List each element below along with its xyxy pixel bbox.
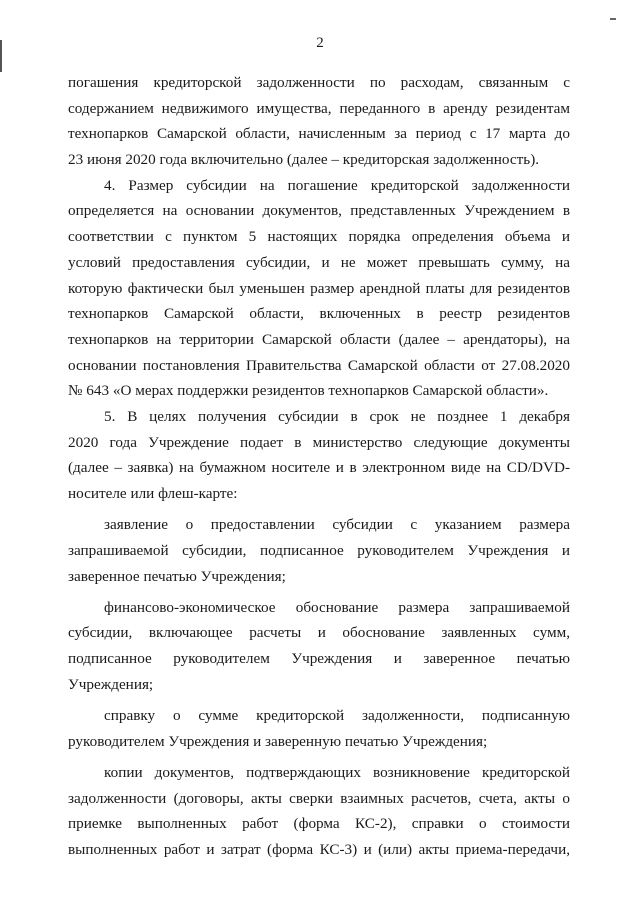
text-line: заверенное печатью Учреждения; (68, 567, 286, 585)
text-line: 2020 года Учреждение подает в министерство следующие документы (68, 433, 570, 451)
text-line: запрашиваемой субсидии, подписанное руководителем Учреждения и (68, 541, 570, 559)
paragraph-first-line: финансово-экономическое обоснование размера запрашиваемой (104, 598, 570, 616)
text-line: приемке выполненных работ (форма КС-2), справки о стоимости (68, 815, 570, 833)
text-line: руководителем Учреждения и заверенную печатью Учреждения; (68, 732, 488, 750)
paragraph-first-line: справку о сумме кредиторской задолженности, подписанную (104, 707, 570, 724)
text-line: задолженности (договоры, акты сверки взаимных расчетов, счета, акты о (68, 789, 570, 807)
text-line: которую фактически был уменьшен размер арендной платы для резидентов (68, 279, 570, 297)
text-line: (далее – заявка) на бумажном носителе и в электронном виде на CD/DVD- (68, 459, 570, 477)
text-line: Учреждения; (68, 675, 154, 693)
text-line: погашения кредиторской задолженности по расходам, связанным с (68, 74, 570, 91)
paragraph-first-line: копии документов, подтверждающих возникновение кредиторской (104, 763, 570, 781)
text-line: носителе или флеш-карте: (68, 485, 238, 502)
text-line: субсидии, включающее расчеты и обоснование заявленных сумм, (68, 624, 570, 642)
paragraph-first-line: 5. В целях получения субсидии в срок не позднее 1 декабря (104, 407, 570, 425)
text-line: технопарков на территории Самарской области (далее – арендаторы), на (68, 330, 570, 348)
text-line: технопарков Самарской области, включенных в реестр резидентов (68, 305, 570, 323)
text-line: № 643 «О мерах поддержки резидентов технопарков Самарской области». (68, 382, 549, 400)
text-line: определяется на основании документов, представленных Учреждением в (68, 202, 570, 220)
document-body (68, 70, 570, 863)
text-line: 23 июня 2020 года включительно (далее – кредиторская задолженность). (68, 151, 540, 169)
paragraph-first-line: заявление о предоставлении субсидии с указанием размера (104, 516, 570, 534)
text-line: условий предоставления субсидии, и не может превышать сумму, на (68, 253, 570, 271)
page-number: 2 (316, 35, 324, 51)
paragraph-first-line: 4. Размер субсидии на погашение кредиторской задолженности (104, 176, 570, 194)
text-line: подписанное руководителем Учреждения и заверенное печатью (68, 650, 570, 668)
text-line: выполненных работ и затрат (форма КС-3) и (или) акты приема-передачи, (68, 840, 570, 858)
text-line: технопарков Самарской области, начисленным за период с 17 марта до (68, 125, 570, 143)
text-line: содержанием недвижимого имущества, переданного в аренду резидентам (68, 99, 570, 117)
text-line: основании постановления Правительства Самарской области от 27.08.2020 (68, 356, 570, 374)
scan-corner-mark (610, 18, 616, 20)
text-line: соответствии с пунктом 5 настоящих порядка определения объема и (68, 228, 570, 246)
